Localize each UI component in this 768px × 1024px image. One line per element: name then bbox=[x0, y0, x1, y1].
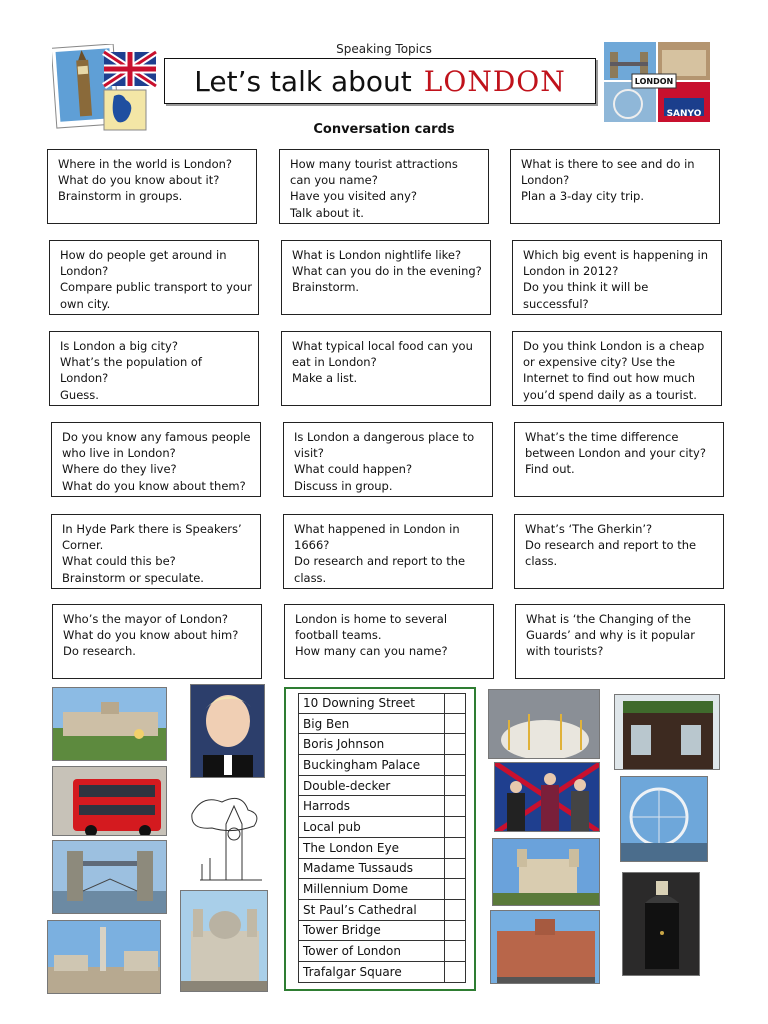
checklist-label: Tower of London bbox=[303, 944, 401, 959]
card-line: Corner. bbox=[62, 538, 104, 553]
card-line: Internet to find out how much bbox=[523, 371, 695, 386]
conversation-card bbox=[49, 331, 259, 406]
title-prefix: Let’s talk about bbox=[194, 64, 412, 98]
checklist-label: 10 Downing Street bbox=[303, 696, 415, 711]
conversation-card bbox=[283, 422, 493, 497]
conversation-card bbox=[52, 604, 262, 679]
card-line: class. bbox=[294, 570, 327, 585]
checklist-label: Double-decker bbox=[303, 778, 391, 793]
checklist-checkbox[interactable] bbox=[444, 941, 466, 961]
harrods-image bbox=[490, 910, 600, 984]
card-line: Where do they live? bbox=[62, 462, 177, 477]
checklist-checkbox[interactable] bbox=[444, 859, 466, 879]
card-line: London is home to several bbox=[295, 612, 448, 626]
millennium-dome-image bbox=[488, 689, 600, 759]
big-ben-flag-collage-image bbox=[52, 44, 160, 132]
checklist-row bbox=[298, 817, 466, 838]
card-line: In Hyde Park there is Speakers’ bbox=[62, 522, 242, 536]
conversation-card bbox=[51, 514, 261, 589]
card-line: What do you know about them? bbox=[62, 478, 246, 493]
card-line: Compare public transport to your bbox=[60, 280, 252, 295]
card-line: Do you think London is a cheap bbox=[523, 339, 705, 353]
card-line: Discuss in group. bbox=[294, 478, 393, 493]
checklist-checkbox[interactable] bbox=[444, 755, 466, 775]
card-line: visit? bbox=[294, 446, 324, 461]
card-line: What happened in London in bbox=[294, 522, 460, 536]
checklist-label: Buckingham Palace bbox=[303, 757, 421, 772]
conversation-card bbox=[514, 514, 724, 589]
checklist-label: Millennium Dome bbox=[303, 882, 409, 897]
checklist-row bbox=[298, 941, 466, 962]
header-collage-right bbox=[604, 42, 710, 122]
card-line: Plan a 3-day city trip. bbox=[521, 189, 644, 204]
title-city: LONDON bbox=[423, 64, 566, 98]
checklist-row bbox=[298, 838, 466, 859]
card-line: who live in London? bbox=[62, 446, 176, 461]
card-line: What can you do in the evening? bbox=[292, 264, 482, 279]
card-line: own city. bbox=[60, 296, 111, 311]
attractions-checklist bbox=[284, 687, 476, 991]
card-line: Is London a big city? bbox=[60, 339, 178, 353]
checklist-row bbox=[298, 921, 466, 942]
big-ben-sketch-image bbox=[182, 784, 268, 882]
conversation-card bbox=[47, 149, 257, 224]
card-line: What could happen? bbox=[294, 462, 413, 477]
card-line: between London and your city? bbox=[525, 446, 706, 461]
card-line: Is London a dangerous place to bbox=[294, 430, 475, 444]
checklist-checkbox[interactable] bbox=[444, 796, 466, 816]
card-line: Where in the world is London? bbox=[58, 157, 233, 171]
double-decker-image bbox=[52, 766, 167, 836]
conversation-card bbox=[512, 240, 722, 315]
card-line: with tourists? bbox=[526, 644, 604, 659]
page-subtitle: Speaking Topics bbox=[336, 42, 432, 56]
checklist-checkbox[interactable] bbox=[444, 879, 466, 899]
conversation-card bbox=[281, 331, 491, 406]
card-line: Do you think it will be bbox=[523, 280, 649, 295]
checklist-row bbox=[298, 755, 466, 776]
card-line: How do people get around in bbox=[60, 248, 227, 262]
page-title bbox=[164, 58, 596, 104]
checklist-checkbox[interactable] bbox=[444, 900, 466, 920]
card-line: London? bbox=[60, 371, 109, 386]
card-line: What could this be? bbox=[62, 554, 176, 569]
checklist-row bbox=[298, 693, 466, 714]
checklist-row bbox=[298, 900, 466, 921]
card-line: Who’s the mayor of London? bbox=[63, 612, 228, 626]
checklist-checkbox[interactable] bbox=[444, 817, 466, 837]
checklist-row bbox=[298, 796, 466, 817]
card-line: Brainstorm in groups. bbox=[58, 189, 183, 204]
checklist-label: Boris Johnson bbox=[303, 737, 385, 752]
conversation-card bbox=[514, 422, 724, 497]
conversation-card bbox=[515, 604, 725, 679]
card-line: How many can you name? bbox=[295, 644, 448, 659]
card-line: How many tourist attractions bbox=[290, 157, 458, 171]
card-line: class. bbox=[525, 554, 558, 569]
conversation-card bbox=[51, 422, 261, 497]
card-line: Do research. bbox=[63, 644, 136, 659]
checklist-row bbox=[298, 962, 466, 983]
card-line: football teams. bbox=[295, 628, 382, 643]
card-line: Brainstorm or speculate. bbox=[62, 570, 204, 585]
checklist-checkbox[interactable] bbox=[444, 776, 466, 796]
checklist-row bbox=[298, 734, 466, 755]
conversation-card bbox=[49, 240, 259, 315]
conversation-card bbox=[283, 514, 493, 589]
card-line: London? bbox=[60, 264, 109, 279]
card-line: or expensive city? Use the bbox=[523, 355, 676, 370]
checklist-checkbox[interactable] bbox=[444, 921, 466, 941]
collage-sign: SANYO bbox=[666, 109, 702, 119]
card-line: Talk about it. bbox=[290, 205, 364, 220]
card-line: eat in London? bbox=[292, 355, 377, 370]
card-line: Find out. bbox=[525, 462, 575, 477]
checklist-checkbox[interactable] bbox=[444, 838, 466, 858]
checklist-label: Local pub bbox=[303, 819, 361, 834]
conversation-card bbox=[512, 331, 722, 406]
card-line: Do you know any famous people bbox=[62, 430, 251, 444]
madame-tussauds-image bbox=[494, 762, 600, 832]
checklist-checkbox[interactable] bbox=[444, 734, 466, 754]
checklist-label: Madame Tussauds bbox=[303, 861, 414, 876]
card-line: Brainstorm. bbox=[292, 280, 360, 295]
card-line: Guess. bbox=[60, 387, 99, 402]
checklist-row bbox=[298, 859, 466, 880]
header-collage-left bbox=[52, 44, 160, 132]
card-line: What’s the time difference bbox=[525, 430, 679, 444]
local-pub-image bbox=[614, 694, 720, 770]
card-line: London in 2012? bbox=[523, 264, 619, 279]
card-line: 1666? bbox=[294, 538, 330, 553]
card-line: What is there to see and do in bbox=[521, 157, 695, 171]
ten-downing-street-image bbox=[622, 872, 700, 976]
checklist-label: Big Ben bbox=[303, 716, 350, 731]
checklist-checkbox[interactable] bbox=[444, 962, 466, 982]
checklist-label: St Paul’s Cathedral bbox=[303, 902, 417, 917]
checklist-checkbox[interactable] bbox=[444, 694, 466, 713]
checklist-row bbox=[298, 879, 466, 900]
section-title: Conversation cards bbox=[313, 122, 455, 137]
boris-johnson-image bbox=[190, 684, 265, 778]
card-line: Have you visited any? bbox=[290, 189, 417, 204]
tower-bridge-image bbox=[52, 840, 167, 914]
card-line: Which big event is happening in bbox=[523, 248, 709, 262]
card-line: Do research and report to the bbox=[294, 554, 466, 569]
card-line: What do you know about it? bbox=[58, 173, 220, 188]
card-line: What do you know about him? bbox=[63, 628, 239, 643]
conversation-card bbox=[284, 604, 494, 679]
card-line: London? bbox=[521, 173, 570, 188]
london-eye-image bbox=[620, 776, 708, 862]
checklist-label: Harrods bbox=[303, 799, 350, 814]
card-line: you’d spend daily as a tourist. bbox=[523, 387, 697, 402]
card-line: What typical local food can you bbox=[292, 339, 473, 353]
trafalgar-square-image bbox=[47, 920, 161, 994]
st-pauls-cathedral-image bbox=[180, 890, 268, 992]
card-line: can you name? bbox=[290, 173, 378, 188]
collage-label: LONDON bbox=[634, 77, 674, 86]
checklist-label: The London Eye bbox=[303, 840, 399, 855]
card-line: What’s the population of bbox=[60, 355, 202, 370]
card-line: Make a list. bbox=[292, 371, 358, 386]
conversation-card bbox=[279, 149, 489, 224]
london-landmarks-collage-image bbox=[604, 42, 710, 122]
checklist-label: Tower Bridge bbox=[303, 923, 381, 938]
checklist-label: Trafalgar Square bbox=[303, 964, 402, 979]
card-line: What is ‘the Changing of the bbox=[526, 612, 691, 626]
card-line: Do research and report to the bbox=[525, 538, 697, 553]
card-line: What’s ‘The Gherkin’? bbox=[525, 522, 653, 536]
tower-of-london-image bbox=[492, 838, 600, 906]
checklist-checkbox[interactable] bbox=[444, 714, 466, 734]
checklist-row bbox=[298, 776, 466, 797]
conversation-card bbox=[510, 149, 720, 224]
conversation-card bbox=[281, 240, 491, 315]
card-line: What is London nightlife like? bbox=[292, 248, 462, 262]
card-line: successful? bbox=[523, 296, 589, 311]
checklist-row bbox=[298, 714, 466, 735]
card-line: Guards’ and why is it popular bbox=[526, 628, 695, 643]
buckingham-palace-image bbox=[52, 687, 167, 761]
